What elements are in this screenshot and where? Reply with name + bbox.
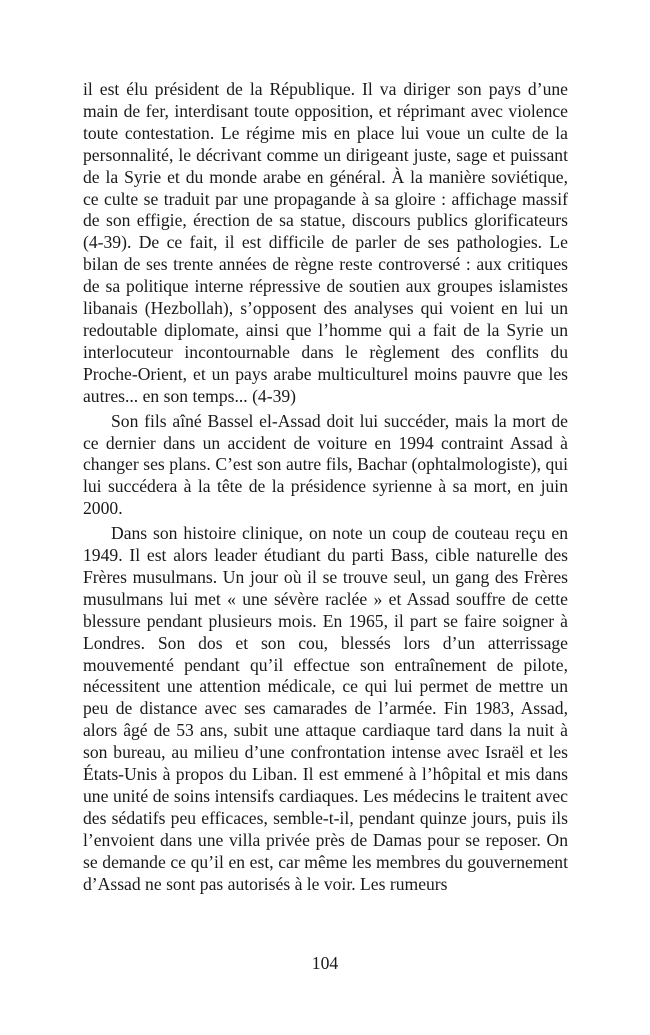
body-text [83,79,568,899]
paragraph-succession: Son fils aîné Bassel el-Assad doit lui succéder, mais la mort de ce dernier dans un accident de voiture en 1994 contraint Assad à changer ses plans. C’est son autre fils, Bachar (ophtalmologiste), qui lui succédera à la tête de la présidence syrienne à sa mort, en juin 2000. [83,410,568,519]
paragraph-clinical-history: Dans son histoire clinique, on note un coup de couteau reçu en 1949. Il est alors leader étudiant du parti Bass, cible naturelle des Frères musulmans. Un jour où il se trouve seul, un gang des Frères musulmans lui met « une sévère raclée » et Assad souffre de cette blessure pendant plusieurs mois. En 1965, il part se faire soigner à Londres. Son dos et son cou, blessés lors d’un atterrissage mouvementé pendant qu’il effectue son entraînement de pilote, nécessitent une attention médicale, ce qui lui permet de mettre un peu de distance avec ses camarades de l’armée. Fin 1983, Assad, alors âgé de 53 ans, subit une attaque cardiaque tard dans la nuit à son bureau, au milieu d’une confrontation intense avec Israël et les États-Unis à propos du Liban. Il est emmené à l’hôpital et mis dans une unité de soins intensifs cardiaques. Les médecins le traitent avec des sédatifs peu efficaces, semble-t-il, pendant quinze jours, puis ils l’envoient dans une villa privée près de Damas pour se reposer. On se demande ce qu’il en est, car même les membres du gouvernement d’Assad ne sont pas autorisés à le voir. Les rumeurs [83,523,568,894]
page-number: 104 [311,953,339,973]
paragraph-continuation: il est élu président de la République. Il va diriger son pays d’une main de fer, interdisant toute opposition, et réprimant avec violence toute contestation. Le régime mis en place lui voue un culte de la personnalité, le décrivant comme un dirigeant juste, sage et puissant de la Syrie et du monde arabe en général. À la manière soviétique, ce culte se traduit par une propagande à sa gloire : affichage massif de son effigie, érection de sa statue, discours publics glorificateurs (4-39). De ce fait, il est difficile de parler de ses pathologies. Le bilan de ses trente années de règne reste controversé : aux critiques de sa politique interne répressive de soutien aux groupes islamistes libanais (Hezbollah), s’opposent des analyses qui voient en lui un redoutable diplomate, ainsi que l’homme qui a fait de la Syrie un interlocuteur incontournable dans le règlement des conflits du Proche-Orient, et un pays arabe multiculturel moins pauvre que les autres... en son temps... (4-39) [83,79,568,406]
